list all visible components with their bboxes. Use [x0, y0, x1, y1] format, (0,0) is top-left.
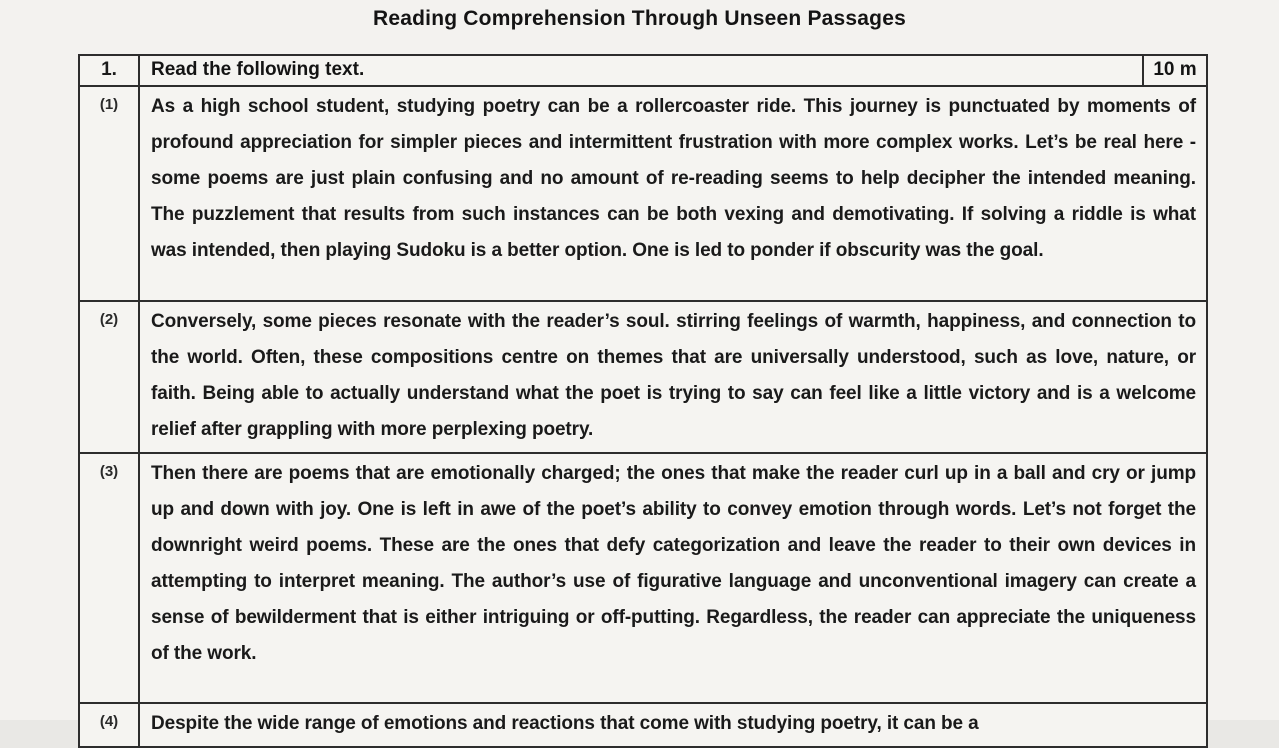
- passage-row-4: [80, 702, 1206, 746]
- paragraph-number-3: (3): [80, 454, 140, 702]
- paragraph-text-3: Then there are poems that are emotionally charged; the ones that make the reader curl up in a ball and cry or jump up and down with joy. One is left in awe of the poet’s ability to convey emotion through words. Let’s not forget the downright weird poems. These are the ones that defy categorization and leave the reader to their own devices in attempting to interpret meaning. The author’s use of figurative language and unconventional imagery can create a sense of bewilderment that is either intriguing or off-putting. Regardless, the reader can appreciate the uniqueness of the work.: [151, 463, 1196, 664]
- passage-row-1: [80, 85, 1206, 300]
- paragraph-text-4: Despite the wide range of emotions and reactions that come with studying poetry, it can be a: [151, 713, 979, 734]
- table-header-row: [80, 56, 1206, 85]
- paragraph-number-1: (1): [80, 87, 140, 300]
- paragraph-text-1: As a high school student, studying poetry can be a rollercoaster ride. This journey is punctuated by moments of profound appreciation for simpler pieces and intermittent frustration with more complex works. Let’s be real here - some poems are just plain confusing and no amount of re-reading seems to help decipher the intended meaning. The puzzlement that results from such instances can be both vexing and demotivating. If solving a riddle is what was intended, then playing Sudoku is a better option. One is led to ponder if obscurity was the goal.: [151, 96, 1196, 261]
- instruction-text: Read the following text.: [151, 59, 365, 80]
- passage-row-2: [80, 300, 1206, 452]
- question-number: 1.: [80, 56, 140, 85]
- paragraph-number-4: (4): [80, 704, 140, 746]
- paragraph-number-2: (2): [80, 302, 140, 452]
- paragraph-text-2: Conversely, some pieces resonate with the reader’s soul. stirring feelings of warmth, happiness, and connection to the world. Often, these compositions centre on themes that are universally understood, such as love, nature, or faith. Being able to actually understand what the poet is trying to say can feel like a little victory and is a welcome relief after grappling with more perplexing poetry.: [151, 311, 1196, 440]
- worksheet-table: [78, 54, 1208, 748]
- marks-label: 10 m: [1142, 56, 1206, 85]
- page-title: Reading Comprehension Through Unseen Passages: [373, 7, 906, 30]
- passage-row-3: [80, 452, 1206, 702]
